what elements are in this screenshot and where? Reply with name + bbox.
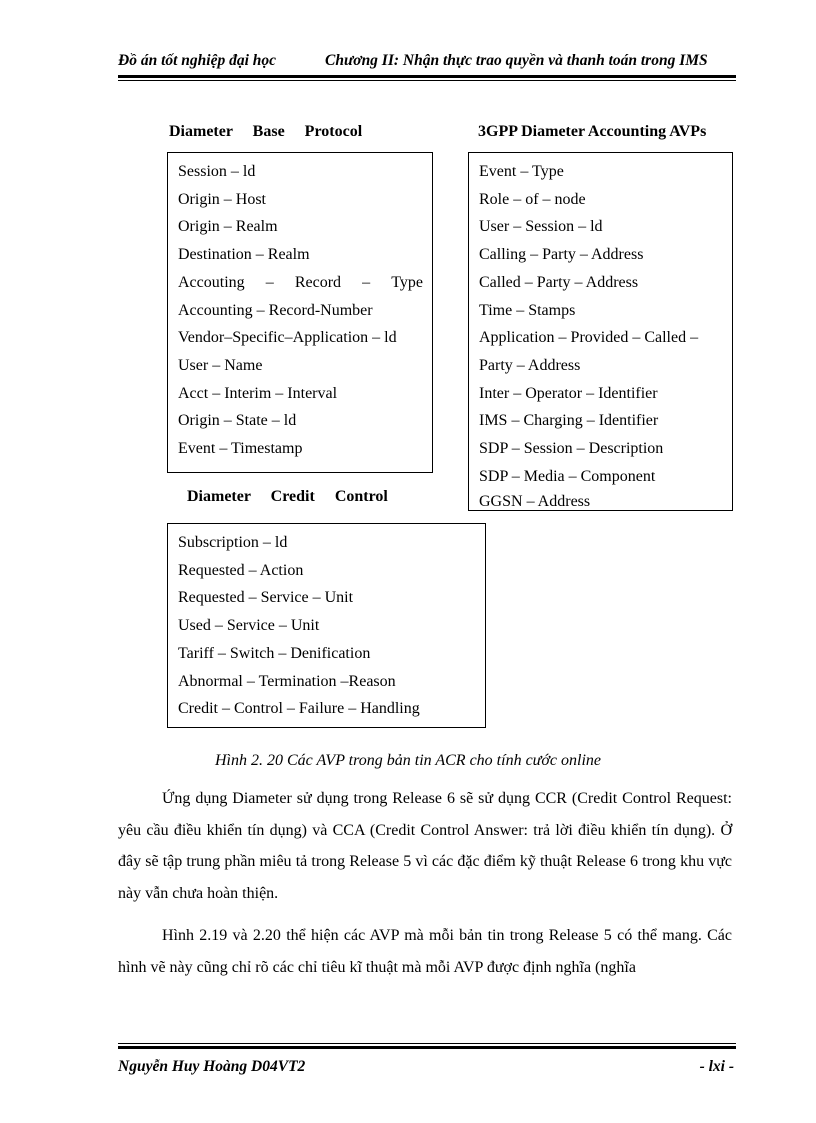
footer-rule-thick xyxy=(118,1046,736,1049)
accounting-avp-item: Party – Address xyxy=(479,356,581,374)
accounting-avp-item: SDP – Session – Description xyxy=(479,440,664,458)
credit-control-item: Tariff – Switch – Denification xyxy=(178,644,371,662)
credit-control-item: Requested – Service – Unit xyxy=(178,589,354,607)
accounting-avp-item: IMS – Charging – Identifier xyxy=(479,412,659,430)
base-protocol-item: Destination – Realm xyxy=(178,246,310,264)
base-protocol-item: Session – ld xyxy=(178,163,256,180)
accounting-avps-title: 3GPP Diameter Accounting AVPs xyxy=(478,123,707,140)
footer-author: Nguyễn Huy Hoàng D04VT2 xyxy=(118,1058,306,1075)
accounting-avp-item: User – Session – ld xyxy=(479,218,603,236)
credit-control-title: Diameter Credit Control xyxy=(187,488,388,505)
base-protocol-box xyxy=(167,152,433,473)
figure-caption: Hình 2. 20 Các AVP trong bản tin ACR cho tính cước online xyxy=(214,752,602,769)
accounting-avp-item: SDP – Media – Component xyxy=(479,467,656,485)
base-protocol-item-justified xyxy=(178,269,423,297)
credit-control-item: Abnormal – Termination –Reason xyxy=(178,672,396,690)
accounting-avps-box xyxy=(468,152,733,511)
accounting-avp-item: Inter – Operator – Identifier xyxy=(479,384,658,402)
base-protocol-item: Acct – Interim – Interval xyxy=(178,384,338,402)
accounting-avp-item: GGSN – Address xyxy=(479,493,591,511)
base-protocol-item-word: Accouting xyxy=(178,273,245,291)
base-protocol-item: Accounting – Record-Number xyxy=(178,301,373,319)
accounting-avp-item: Time – Stamps xyxy=(479,301,576,319)
accounting-avp-item: Application – Provided – Called – xyxy=(479,329,699,347)
header-rule-thick xyxy=(118,75,736,78)
accounting-avp-item: Calling – Party – Address xyxy=(479,246,644,264)
credit-control-box xyxy=(167,523,486,728)
credit-control-item: Subscription – ld xyxy=(178,534,288,551)
accounting-avp-item: Role – of – node xyxy=(479,190,586,208)
base-protocol-item: Origin – State – ld xyxy=(178,412,297,430)
header-rule-thin xyxy=(118,80,736,81)
base-protocol-item-word: – xyxy=(265,273,274,291)
base-protocol-item: Vendor–Specific–Application – ld xyxy=(178,329,397,347)
footer-rule-thin xyxy=(118,1043,736,1044)
accounting-avp-item: Event – Type xyxy=(479,163,564,180)
body-paragraph: Hình 2.19 và 2.20 thể hiện các AVP mà mỗi bản tin trong Release 5 có thể mang. Các hình vẽ này cũng chỉ rõ các chỉ tiêu kĩ thuật mà mỗi AVP được định nghĩa (nghĩa xyxy=(118,927,732,976)
base-protocol-item-word: Record xyxy=(294,273,342,291)
page-number: - lxi - xyxy=(699,1058,734,1075)
base-protocol-item-word: – xyxy=(362,273,371,291)
accounting-avp-item: Called – Party – Address xyxy=(479,273,639,291)
credit-control-item: Requested – Action xyxy=(178,561,304,579)
credit-control-item: Credit – Control – Failure – Handling xyxy=(178,700,420,718)
base-protocol-item-word: Type xyxy=(391,273,423,291)
base-protocol-item: User – Name xyxy=(178,356,263,374)
header-document-title: Đồ án tốt nghiệp đại học xyxy=(118,52,277,69)
base-protocol-item: Origin – Host xyxy=(178,190,266,208)
base-protocol-item: Origin – Realm xyxy=(178,218,278,236)
base-protocol-item: Event – Timestamp xyxy=(178,440,303,458)
base-protocol-title: Diameter Base Protocol xyxy=(169,123,363,140)
credit-control-item: Used – Service – Unit xyxy=(178,617,320,635)
body-paragraph: Ứng dụng Diameter sử dụng trong Release 6 sẽ sử dụng CCR (Credit Control Request: yêu cầu điều khiển tín dụng) và CCA (Credit Control Answer: trả lời điều khiển tín dụng). Ở đây sẽ tập trung phần miêu tả trong Release 5 vì các đặc điểm kỹ thuật Release 6 trong khu vực này vẫn chưa hoàn thiện. xyxy=(118,790,732,902)
header-chapter-title: Chương II: Nhận thực trao quyền và thanh toán trong IMS xyxy=(325,52,708,69)
